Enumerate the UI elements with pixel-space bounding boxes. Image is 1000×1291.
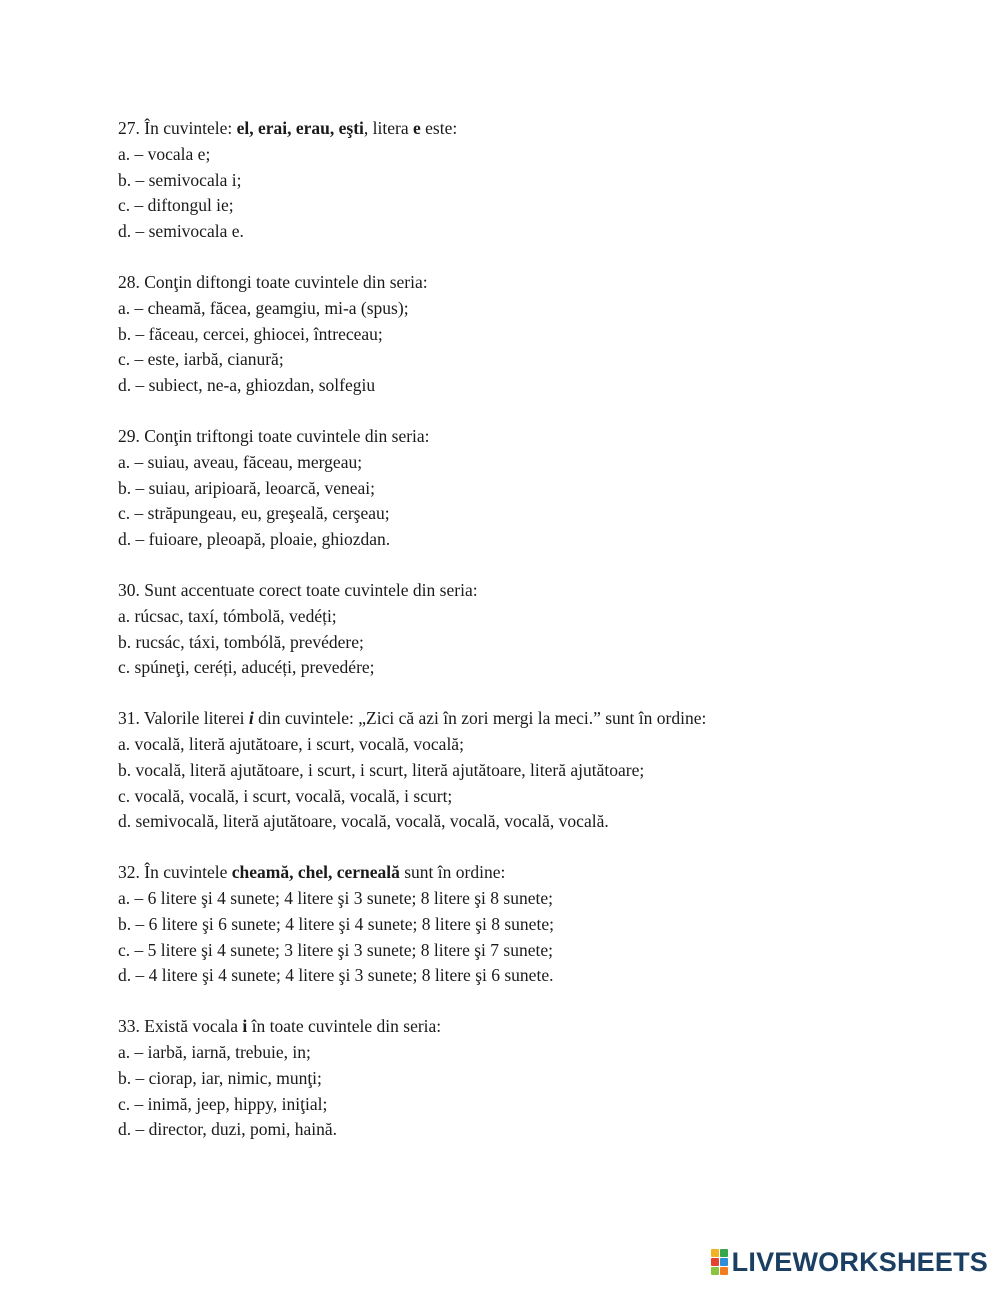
bold-text: e — [412, 118, 421, 138]
answer-option: b. vocală, literă ajutătoare, i scurt, i scurt, literă ajutătoare, literă ajutătoare; — [118, 759, 645, 780]
logo-block — [720, 1258, 728, 1266]
answer-option: c. – inimă, jeep, hippy, iniţial; — [118, 1093, 328, 1114]
answer-option: a. – suiau, aveau, făceau, mergeau; — [118, 451, 363, 472]
answer-option: a. – 6 litere şi 4 sunete; 4 litere şi 3 sunete; 8 litere şi 8 sunete; — [118, 887, 553, 908]
question-text — [118, 270, 958, 296]
logo-block — [711, 1258, 719, 1266]
answer-option: a. rúcsac, taxí, tómbolă, vedéți; — [118, 605, 337, 626]
question-text-part: în toate cuvintele din seria: — [247, 1016, 442, 1037]
answer-option: d. – semivocala e. — [118, 221, 244, 242]
answer-option: d. – director, duzi, pomi, haină. — [118, 1119, 337, 1140]
answer-option: b. – 6 litere şi 6 sunete; 4 litere şi 4 sunete; 8 litere şi 8 sunete; — [118, 913, 554, 934]
answer-option: c. vocală, vocală, i scurt, vocală, vocală, i scurt; — [118, 785, 453, 806]
answer-option: b. rucsác, táxi, tombólă, prevédere; — [118, 631, 364, 652]
worksheet-page — [118, 116, 958, 1168]
answer-option: b. – făceau, cercei, ghiocei, întreceau; — [118, 323, 383, 344]
answer-option: d. – 4 litere şi 4 sunete; 4 litere şi 3 sunete; 8 litere şi 6 sunete. — [118, 965, 554, 986]
emphasis-text: i — [248, 708, 254, 729]
question-text-part: 31. Valorile literei — [118, 708, 249, 729]
answer-option: a. – vocala e; — [118, 143, 211, 164]
liveworksheets-logo — [711, 1247, 988, 1277]
logo-block — [720, 1267, 728, 1275]
question-block — [118, 1014, 958, 1143]
answer-option: c. spúneţi, ceréți, aducéți, prevedére; — [118, 657, 375, 678]
question-text — [118, 1014, 958, 1040]
question-text — [118, 116, 958, 142]
question-text-part: 30. Sunt accentuate corect toate cuvintele din seria: — [118, 579, 478, 600]
answer-option: c. – diftongul ie; — [118, 195, 234, 216]
answer-option: c. – este, iarbă, cianură; — [118, 349, 284, 370]
answer-option: d. – fuioare, pleoapă, ploaie, ghiozdan. — [118, 529, 391, 550]
question-text-part: 28. Conţin diftongi toate cuvintele din seria: — [118, 271, 428, 292]
logo-text: LIVEWORKSHEETS — [731, 1247, 988, 1277]
question-block — [118, 424, 958, 553]
answer-option: b. – ciorap, iar, nimic, munţi; — [118, 1067, 322, 1088]
question-block — [118, 706, 958, 835]
question-text-part: din cuvintele: „Zici că azi în zori mergi la meci.” sunt în ordine: — [253, 708, 707, 729]
bold-text: cheamă, chel, cerneală — [231, 862, 400, 883]
answer-option: a. – cheamă, făcea, geamgiu, mi-a (spus); — [118, 297, 409, 318]
question-block — [118, 860, 958, 989]
question-block — [118, 116, 958, 245]
answer-option: b. – semivocala i; — [118, 169, 242, 190]
answer-option: a. – iarbă, iarnă, trebuie, in; — [118, 1041, 311, 1062]
question-block — [118, 270, 958, 399]
question-text — [118, 706, 958, 732]
logo-block — [711, 1267, 719, 1275]
question-text-part: este: — [420, 118, 458, 138]
answer-option: a. vocală, literă ajutătoare, i scurt, vocală, vocală; — [118, 733, 464, 754]
bold-text: el, erai, erau, eşti — [236, 118, 364, 138]
answer-option: d. semivocală, literă ajutătoare, vocală, vocală, vocală, vocală, vocală. — [118, 811, 609, 832]
question-text — [118, 424, 958, 450]
logo-blocks-icon — [711, 1249, 728, 1275]
answer-option: c. – 5 litere şi 4 sunete; 3 litere şi 3 sunete; 8 litere şi 7 sunete; — [118, 939, 553, 960]
logo-block — [711, 1249, 719, 1257]
logo-block — [720, 1249, 728, 1257]
question-text-part: 32. În cuvintele — [118, 862, 232, 883]
answer-option: b. – suiau, aripioară, leoarcă, veneai; — [118, 477, 376, 498]
question-text — [118, 578, 958, 604]
question-text-part: , litera — [363, 118, 413, 138]
question-block — [118, 578, 958, 681]
question-text — [118, 860, 958, 886]
question-text-part: sunt în ordine: — [399, 862, 506, 883]
question-text-part: 27. În cuvintele: — [118, 118, 237, 138]
answer-option: d. – subiect, ne-a, ghiozdan, solfegiu — [118, 375, 376, 396]
bold-text: i — [242, 1016, 248, 1037]
question-text-part: 33. Există vocala — [118, 1016, 243, 1037]
question-text-part: 29. Conţin triftongi toate cuvintele din seria: — [118, 425, 430, 446]
answer-option: c. – străpungeau, eu, greşeală, cerşeau; — [118, 503, 390, 524]
